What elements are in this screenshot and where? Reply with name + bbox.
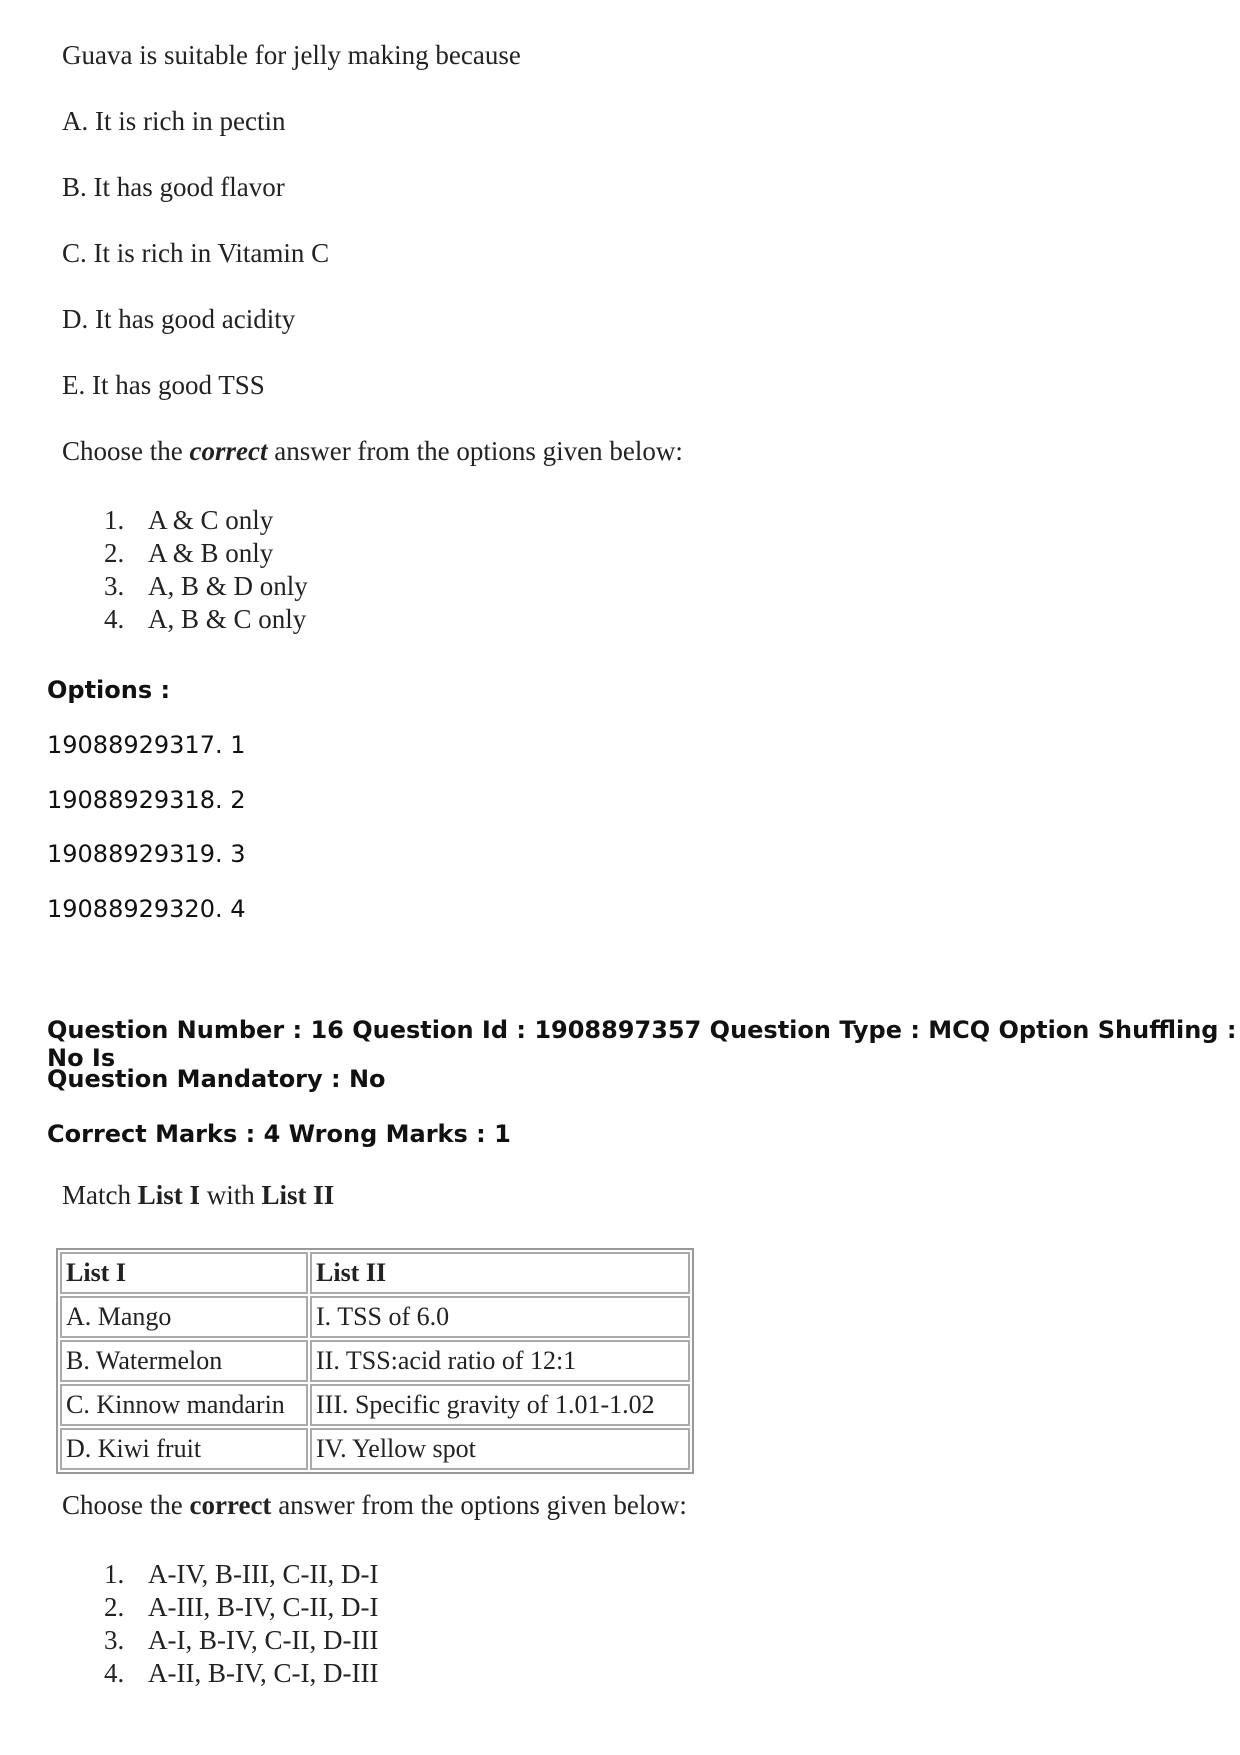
answer-choice: 2. A-III, B-IV, C-II, D-I	[104, 1592, 379, 1622]
answer-choice: 1. A & C only	[104, 505, 274, 535]
table-cell: IV. Yellow spot	[310, 1428, 690, 1470]
statement-d: D. It has good acidity	[62, 304, 296, 334]
table-cell: C. Kinnow mandarin	[60, 1384, 308, 1426]
table-cell: B. Watermelon	[60, 1340, 308, 1382]
marks-line: Correct Marks : 4 Wrong Marks : 1	[47, 1120, 511, 1148]
option-1: 19088929317. 1	[47, 731, 246, 759]
statement-c: C. It is rich in Vitamin C	[62, 238, 330, 268]
answer-choice: 3. A, B & D only	[104, 571, 308, 601]
statement-a: A. It is rich in pectin	[62, 106, 286, 136]
table-cell: D. Kiwi fruit	[60, 1428, 308, 1470]
answer-choice-list	[104, 504, 308, 636]
table-header-cell: List I	[60, 1252, 308, 1294]
question-stem: Guava is suitable for jelly making because	[62, 40, 521, 70]
table-cell: I. TSS of 6.0	[310, 1296, 690, 1338]
option-3: 19088929319. 3	[47, 840, 246, 868]
answer-choice-list	[104, 1558, 378, 1690]
table-row	[60, 1296, 690, 1338]
choose-instruction: Choose the correct answer from the options given below:	[62, 1490, 687, 1520]
match-table	[56, 1248, 694, 1474]
statement-e: E. It has good TSS	[62, 370, 265, 400]
table-row	[60, 1384, 690, 1426]
table-cell: II. TSS:acid ratio of 12:1	[310, 1340, 690, 1382]
match-title: Match List I with List II	[62, 1180, 335, 1210]
answer-choice: 4. A-II, B-IV, C-I, D-III	[104, 1658, 379, 1688]
table-cell: A. Mango	[60, 1296, 308, 1338]
options-label: Options :	[47, 676, 171, 704]
table-row	[60, 1340, 690, 1382]
answer-choice: 3. A-I, B-IV, C-II, D-III	[104, 1625, 379, 1655]
option-2: 19088929318. 2	[47, 786, 246, 814]
table-header-row	[60, 1252, 690, 1294]
question-meta-line1: Question Number : 16 Question Id : 1908897357 Question Type : MCQ Option Shuffling : No Is	[47, 1016, 1237, 1072]
answer-choice: 1. A-IV, B-III, C-II, D-I	[104, 1559, 379, 1589]
choose-instruction: Choose the correct answer from the options given below:	[62, 436, 683, 466]
table-header-cell: List II	[310, 1252, 690, 1294]
answer-choice: 2. A & B only	[104, 538, 274, 568]
table-cell: III. Specific gravity of 1.01-1.02	[310, 1384, 690, 1426]
option-4: 19088929320. 4	[47, 895, 246, 923]
question-meta-line2: Question Mandatory : No	[47, 1065, 386, 1093]
answer-choice: 4. A, B & C only	[104, 604, 307, 634]
statement-b: B. It has good flavor	[62, 172, 285, 202]
table-row	[60, 1428, 690, 1470]
